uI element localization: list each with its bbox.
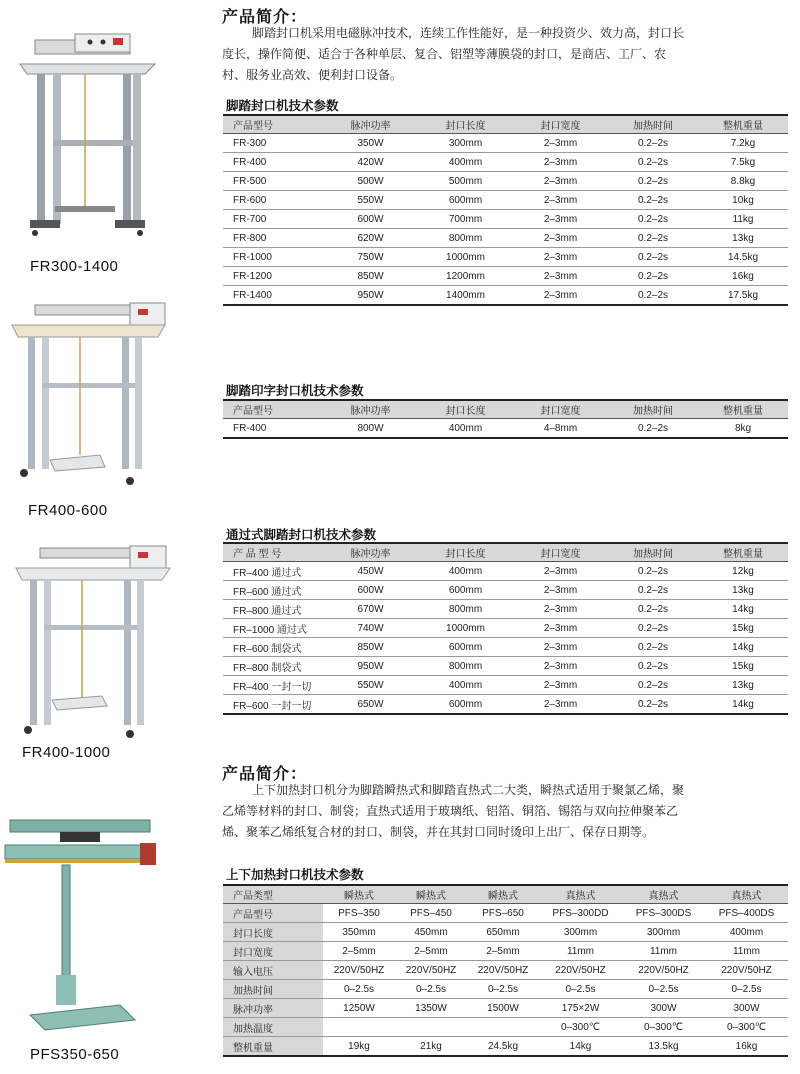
table-cell: 300mm <box>539 923 622 942</box>
row-label-cell: FR-1000 <box>223 248 323 267</box>
table-cell: 0.2–2s <box>608 229 698 248</box>
table-cell: 300W <box>622 999 705 1018</box>
table-row <box>223 210 788 229</box>
intro-line: 烯、聚苯乙烯纸复合材的封口、制袋，并在其封口同时烫印上出厂、保存日期等。 <box>222 825 655 839</box>
column-header: 脉冲功率 <box>323 115 418 134</box>
table-cell <box>323 1018 395 1037</box>
table-cell: 800W <box>323 419 418 439</box>
table-cell: 950W <box>323 657 418 676</box>
table-cell: 10kg <box>698 191 788 210</box>
table-cell: 11mm <box>622 942 705 961</box>
row-label-cell: FR–600 通过式 <box>223 581 323 600</box>
table-cell: 650mm <box>467 923 539 942</box>
machine-caption: FR400-1000 <box>22 744 111 761</box>
table-cell: 600mm <box>418 191 513 210</box>
table-cell: 2–3mm <box>513 600 608 619</box>
table-row <box>223 923 788 942</box>
table-cell: 0.2–2s <box>608 581 698 600</box>
table-title: 脚踏印字封口机技术参数 <box>226 383 364 398</box>
table-cell: 220V/50HZ <box>622 961 705 980</box>
table-row <box>223 904 788 923</box>
table-cell: 24.5kg <box>467 1037 539 1057</box>
table-cell: 11mm <box>539 942 622 961</box>
table-cell: 2–3mm <box>513 657 608 676</box>
table-cell: 400mm <box>418 419 513 439</box>
table-cell: 7.2kg <box>698 134 788 153</box>
table-cell: 0.2–2s <box>608 286 698 306</box>
table-cell: 1350W <box>395 999 467 1018</box>
table-cell: 0–2.5s <box>323 980 395 999</box>
column-header: 瞬热式 <box>323 885 395 904</box>
table-header-row <box>223 400 788 419</box>
table-cell: 0.2–2s <box>608 191 698 210</box>
table-row <box>223 657 788 676</box>
table-cell: 0–300℃ <box>705 1018 788 1037</box>
table-cell: 300mm <box>622 923 705 942</box>
row-label-cell: FR–1000 通过式 <box>223 619 323 638</box>
table-cell: 950W <box>323 286 418 306</box>
row-label-cell: FR-500 <box>223 172 323 191</box>
table-cell: 620W <box>323 229 418 248</box>
table-row <box>223 286 788 306</box>
column-header: 封口宽度 <box>513 543 608 562</box>
table-cell: PFS–350 <box>323 904 395 923</box>
table-row <box>223 134 788 153</box>
table-cell: 1000mm <box>418 248 513 267</box>
table-cell: 550W <box>323 191 418 210</box>
table-cell: 2–3mm <box>513 134 608 153</box>
table-cell: 600mm <box>418 695 513 715</box>
table-cell: 670W <box>323 600 418 619</box>
table-cell: 220V/50HZ <box>539 961 622 980</box>
table-cell: 600W <box>323 210 418 229</box>
table-cell: PFS–300DD <box>539 904 622 923</box>
spec-table-pass-through <box>223 542 788 715</box>
table-row <box>223 638 788 657</box>
row-label-cell: FR-1400 <box>223 286 323 306</box>
column-header: 真热式 <box>539 885 622 904</box>
table-cell: 17.5kg <box>698 286 788 306</box>
column-header: 真热式 <box>622 885 705 904</box>
table-cell: 400mm <box>418 153 513 172</box>
table-cell: 1250W <box>323 999 395 1018</box>
intro-line: 村、服务业高效、便利封口设备。 <box>222 68 403 82</box>
row-label-cell: FR–600 制袋式 <box>223 638 323 657</box>
table-cell: 0–2.5s <box>622 980 705 999</box>
table-cell: 1400mm <box>418 286 513 306</box>
column-header: 产品型号 <box>223 400 323 419</box>
intro-paragraph <box>222 780 792 843</box>
table-cell: 14kg <box>698 638 788 657</box>
table-cell: 0.2–2s <box>608 562 698 581</box>
row-label-cell: 整机重量 <box>223 1037 323 1057</box>
table-cell: 19kg <box>323 1037 395 1057</box>
table-cell: 750W <box>323 248 418 267</box>
table-cell: PFS–300DS <box>622 904 705 923</box>
table-cell: 2–3mm <box>513 229 608 248</box>
table-cell: 2–3mm <box>513 153 608 172</box>
machine-caption: FR300-1400 <box>30 258 119 275</box>
table-cell: 850W <box>323 638 418 657</box>
table-cell: 0.2–2s <box>608 172 698 191</box>
table-cell: 0–2.5s <box>539 980 622 999</box>
table-cell: 800mm <box>418 229 513 248</box>
table-cell: 1000mm <box>418 619 513 638</box>
spec-table-foot-sealer <box>223 114 788 306</box>
table-row <box>223 229 788 248</box>
row-label-cell: FR-700 <box>223 210 323 229</box>
table-cell: 600mm <box>418 581 513 600</box>
row-label-cell: FR-400 <box>223 153 323 172</box>
table-cell: 0.2–2s <box>608 638 698 657</box>
table-row <box>223 562 788 581</box>
table-cell: 13kg <box>698 676 788 695</box>
table-cell: 500mm <box>418 172 513 191</box>
table-cell: 0.2–2s <box>608 134 698 153</box>
table-row <box>223 191 788 210</box>
table-cell: 0–300℃ <box>622 1018 705 1037</box>
table-header-row <box>223 885 788 904</box>
intro-line: 乙烯等材料的封口、制袋；直热式适用于玻璃纸、铝箔、铜箔、锡箔与双向拉伸聚苯乙 <box>222 804 679 818</box>
table-row <box>223 248 788 267</box>
table-cell: 400mm <box>418 676 513 695</box>
intro-paragraph <box>222 23 792 86</box>
row-label-cell: FR-600 <box>223 191 323 210</box>
table-cell: 12kg <box>698 562 788 581</box>
column-header: 脉冲功率 <box>323 543 418 562</box>
column-header: 整机重量 <box>698 115 788 134</box>
table-cell: 2–3mm <box>513 191 608 210</box>
machine-photo-fr400-1000 <box>12 540 172 740</box>
table-row <box>223 961 788 980</box>
machine-photo-fr300 <box>15 30 160 250</box>
table-cell: 550W <box>323 676 418 695</box>
intro-title: 产品简介： <box>222 7 308 26</box>
column-header: 整机重量 <box>698 543 788 562</box>
intro-line: 上下加热封口机分为脚踏瞬热式和脚踏直热式二大类，瞬热式适用于聚氯乙烯，聚 <box>252 783 685 797</box>
table-row <box>223 581 788 600</box>
table-cell: 700mm <box>418 210 513 229</box>
intro-line: 度长，操作简便、适合于各种单层、复合、铝塑等薄膜袋的封口，是商店、工厂、农 <box>222 47 667 61</box>
table-cell: 0–2.5s <box>705 980 788 999</box>
intro-line: 脚踏封口机采用电磁脉冲技术，连续工作性能好，是一种投资少、效力高，封口长 <box>252 26 685 40</box>
table-cell: 7.5kg <box>698 153 788 172</box>
column-header: 脉冲功率 <box>323 400 418 419</box>
table-cell: 740W <box>323 619 418 638</box>
table-cell: 0–2.5s <box>467 980 539 999</box>
row-label-cell: 输入电压 <box>223 961 323 980</box>
table-row <box>223 999 788 1018</box>
column-header: 产 品 型 号 <box>223 543 323 562</box>
table-cell: 400mm <box>418 562 513 581</box>
column-header: 瞬热式 <box>395 885 467 904</box>
table-cell: 11kg <box>698 210 788 229</box>
table-row <box>223 419 788 439</box>
table-cell: 220V/50HZ <box>395 961 467 980</box>
row-label-cell: 脉冲功率 <box>223 999 323 1018</box>
table-cell: 600mm <box>418 638 513 657</box>
table-cell: 0.2–2s <box>608 657 698 676</box>
table-row <box>223 676 788 695</box>
table-cell: 0.2–2s <box>608 267 698 286</box>
table-row <box>223 619 788 638</box>
table-cell: 175×2W <box>539 999 622 1018</box>
table-cell: 14kg <box>698 600 788 619</box>
table-cell: 420W <box>323 153 418 172</box>
table-title: 上下加热封口机技术参数 <box>226 867 364 882</box>
table-header-row <box>223 543 788 562</box>
table-cell: 0.2–2s <box>608 695 698 715</box>
table-cell: 2–3mm <box>513 581 608 600</box>
row-label-cell: FR-1200 <box>223 267 323 286</box>
table-cell: 350W <box>323 134 418 153</box>
table-cell: PFS–400DS <box>705 904 788 923</box>
intro-title: 产品简介： <box>222 764 308 783</box>
column-header: 封口宽度 <box>513 400 608 419</box>
machine-photo-fr400-600 <box>10 295 170 495</box>
row-label-cell: 封口长度 <box>223 923 323 942</box>
row-label-cell: 产品型号 <box>223 904 323 923</box>
table-row <box>223 980 788 999</box>
row-label-cell: FR-800 <box>223 229 323 248</box>
table-cell: 300W <box>705 999 788 1018</box>
table-cell: 4–8mm <box>513 419 608 439</box>
table-cell: 220V/50HZ <box>323 961 395 980</box>
column-header: 封口长度 <box>418 115 513 134</box>
table-cell: 2–5mm <box>323 942 395 961</box>
column-header: 封口宽度 <box>513 115 608 134</box>
row-label-cell: FR–400 一封一切 <box>223 676 323 695</box>
table-cell: 8kg <box>698 419 788 439</box>
table-row <box>223 172 788 191</box>
table-cell: 16kg <box>705 1037 788 1057</box>
table-cell: 0.2–2s <box>608 619 698 638</box>
table-cell: 2–3mm <box>513 210 608 229</box>
table-cell: 350mm <box>323 923 395 942</box>
table-cell: 0.2–2s <box>608 676 698 695</box>
row-label-cell: FR–600 一封一切 <box>223 695 323 715</box>
table-row <box>223 942 788 961</box>
table-cell: 11mm <box>705 942 788 961</box>
table-cell: 220V/50HZ <box>467 961 539 980</box>
table-cell: 8.8kg <box>698 172 788 191</box>
row-label-cell: FR-300 <box>223 134 323 153</box>
table-cell: 600W <box>323 581 418 600</box>
table-cell: 0.2–2s <box>608 248 698 267</box>
row-label-cell: FR–400 通过式 <box>223 562 323 581</box>
table-title: 脚踏封口机技术参数 <box>226 98 339 113</box>
table-cell: 0.2–2s <box>608 210 698 229</box>
table-cell: 13kg <box>698 581 788 600</box>
column-header: 整机重量 <box>698 400 788 419</box>
table-cell: 650W <box>323 695 418 715</box>
table-cell: 850W <box>323 267 418 286</box>
table-cell: 13.5kg <box>622 1037 705 1057</box>
table-cell: 220V/50HZ <box>705 961 788 980</box>
table-cell: 16kg <box>698 267 788 286</box>
table-cell: 1500W <box>467 999 539 1018</box>
table-cell: 2–5mm <box>395 942 467 961</box>
table-cell: 450mm <box>395 923 467 942</box>
table-row <box>223 695 788 715</box>
table-cell: 800mm <box>418 600 513 619</box>
row-label-cell: 封口宽度 <box>223 942 323 961</box>
table-cell: 450W <box>323 562 418 581</box>
table-cell: 2–3mm <box>513 267 608 286</box>
table-cell: 14kg <box>539 1037 622 1057</box>
column-header: 产品型号 <box>223 115 323 134</box>
table-cell: 2–3mm <box>513 286 608 306</box>
column-header: 加热时间 <box>608 115 698 134</box>
table-cell: 13kg <box>698 229 788 248</box>
table-cell: 0.2–2s <box>608 153 698 172</box>
table-row <box>223 1037 788 1057</box>
table-cell: 0.2–2s <box>608 600 698 619</box>
table-cell: 15kg <box>698 657 788 676</box>
spec-table-dual-heat <box>223 884 788 1057</box>
table-cell: 0.2–2s <box>608 419 698 439</box>
table-cell: 2–3mm <box>513 172 608 191</box>
machine-caption: FR400-600 <box>28 502 108 519</box>
table-cell: 2–3mm <box>513 562 608 581</box>
machine-photo-pfs350 <box>0 815 170 1040</box>
row-label-cell: 加热时间 <box>223 980 323 999</box>
table-cell: 2–3mm <box>513 619 608 638</box>
table-cell: PFS–450 <box>395 904 467 923</box>
table-header-row <box>223 115 788 134</box>
column-header: 加热时间 <box>608 400 698 419</box>
table-cell: 15kg <box>698 619 788 638</box>
table-row <box>223 600 788 619</box>
machine-caption: PFS350-650 <box>30 1046 120 1063</box>
table-cell: 1200mm <box>418 267 513 286</box>
column-header: 产品类型 <box>223 885 323 904</box>
column-header: 瞬热式 <box>467 885 539 904</box>
table-cell <box>467 1018 539 1037</box>
table-cell <box>395 1018 467 1037</box>
row-label-cell: FR–800 通过式 <box>223 600 323 619</box>
column-header: 真热式 <box>705 885 788 904</box>
table-cell: 500W <box>323 172 418 191</box>
table-cell: PFS–650 <box>467 904 539 923</box>
table-cell: 14.5kg <box>698 248 788 267</box>
table-row <box>223 267 788 286</box>
column-header: 加热时间 <box>608 543 698 562</box>
row-label-cell: 加热温度 <box>223 1018 323 1037</box>
table-cell: 400mm <box>705 923 788 942</box>
table-cell: 21kg <box>395 1037 467 1057</box>
table-cell: 14kg <box>698 695 788 715</box>
table-cell: 0–300℃ <box>539 1018 622 1037</box>
table-cell: 800mm <box>418 657 513 676</box>
spec-table-print-sealer <box>223 399 788 439</box>
table-cell: 2–3mm <box>513 695 608 715</box>
table-row <box>223 153 788 172</box>
table-title: 通过式脚踏封口机技术参数 <box>226 527 377 542</box>
column-header: 封口长度 <box>418 400 513 419</box>
row-label-cell: FR–800 制袋式 <box>223 657 323 676</box>
table-cell: 2–3mm <box>513 638 608 657</box>
table-cell: 300mm <box>418 134 513 153</box>
table-cell: 2–3mm <box>513 248 608 267</box>
table-cell: 0–2.5s <box>395 980 467 999</box>
column-header: 封口长度 <box>418 543 513 562</box>
table-cell: 2–5mm <box>467 942 539 961</box>
table-cell: 2–3mm <box>513 676 608 695</box>
row-label-cell: FR-400 <box>223 419 323 439</box>
table-row <box>223 1018 788 1037</box>
